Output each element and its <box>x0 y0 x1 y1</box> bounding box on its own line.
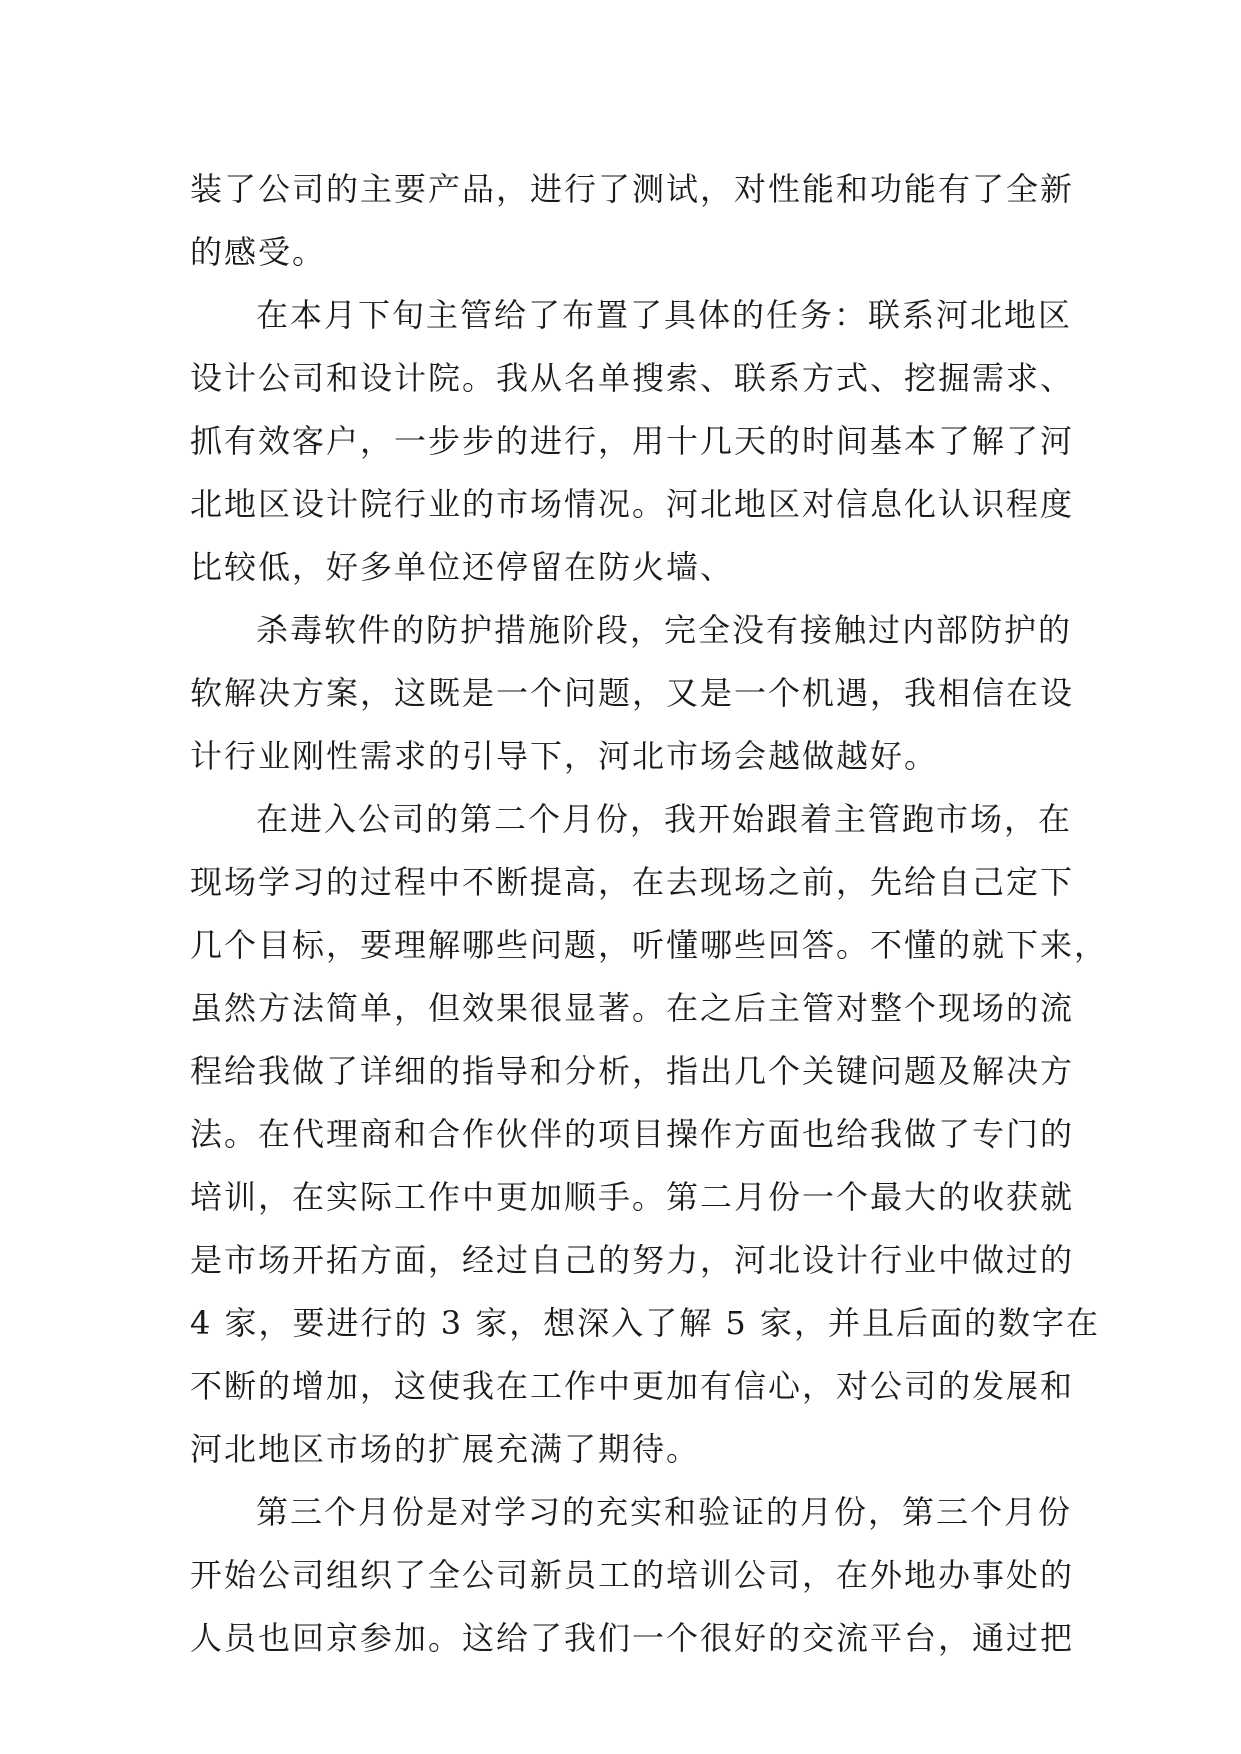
text-line: 不断的增加，这使我在工作中更加有信心，对公司的发展和 <box>190 1367 1075 1405</box>
text-line: 培训，在实际工作中更加顺手。第二月份一个最大的收获就 <box>190 1178 1075 1216</box>
text-line: 开始公司组织了全公司新员工的培训公司，在外地办事处的 <box>190 1556 1075 1594</box>
text-line: 4 家，要进行的 3 家，想深入了解 5 家，并且后面的数字在 <box>190 1304 1100 1342</box>
paragraph <box>190 788 1109 1481</box>
paragraph <box>190 284 1075 599</box>
text-line: 在本月下旬主管给了布置了具体的任务：联系河北地区 <box>256 296 1073 334</box>
paragraph <box>190 1481 1075 1670</box>
text-line: 人员也回京参加。这给了我们一个很好的交流平台，通过把 <box>190 1619 1075 1657</box>
text-line: 装了公司的主要产品，进行了测试，对性能和功能有了全新 <box>190 170 1075 208</box>
text-line: 虽然方法简单，但效果很显著。在之后主管对整个现场的流 <box>190 989 1075 1027</box>
text-line: 是市场开拓方面，经过自己的努力，河北设计行业中做过的 <box>190 1241 1075 1279</box>
text-line: 杀毒软件的防护措施阶段，完全没有接触过内部防护的 <box>256 611 1073 649</box>
text-line: 现场学习的过程中不断提高，在去现场之前，先给自己定下 <box>190 863 1075 901</box>
text-line: 北地区设计院行业的市场情况。河北地区对信息化认识程度 <box>190 485 1075 523</box>
text-line: 在进入公司的第二个月份，我开始跟着主管跑市场，在 <box>256 800 1073 838</box>
body-text <box>190 158 1109 1670</box>
text-line: 第三个月份是对学习的充实和验证的月份，第三个月份 <box>256 1493 1073 1531</box>
text-line: 的感受。 <box>190 233 327 271</box>
text-line: 程给我做了详细的指导和分析，指出几个关键问题及解决方 <box>190 1052 1075 1090</box>
text-line: 河北地区市场的扩展充满了期待。 <box>190 1430 701 1468</box>
text-line: 设计公司和设计院。我从名单搜索、联系方式、挖掘需求、 <box>190 359 1075 397</box>
text-line: 软解决方案，这既是一个问题，又是一个机遇，我相信在设 <box>190 674 1075 712</box>
paragraph <box>190 158 1075 284</box>
text-line: 法。在代理商和合作伙伴的项目操作方面也给我做了专门的 <box>190 1115 1075 1153</box>
text-line: 比较低，好多单位还停留在防火墙、 <box>190 548 735 586</box>
text-line: 几个目标，要理解哪些问题，听懂哪些回答。不懂的就下来， <box>190 926 1109 964</box>
text-line: 计行业刚性需求的引导下，河北市场会越做越好。 <box>190 737 939 775</box>
text-line: 抓有效客户，一步步的进行，用十几天的时间基本了解了河 <box>190 422 1075 460</box>
paragraph <box>190 599 1075 788</box>
